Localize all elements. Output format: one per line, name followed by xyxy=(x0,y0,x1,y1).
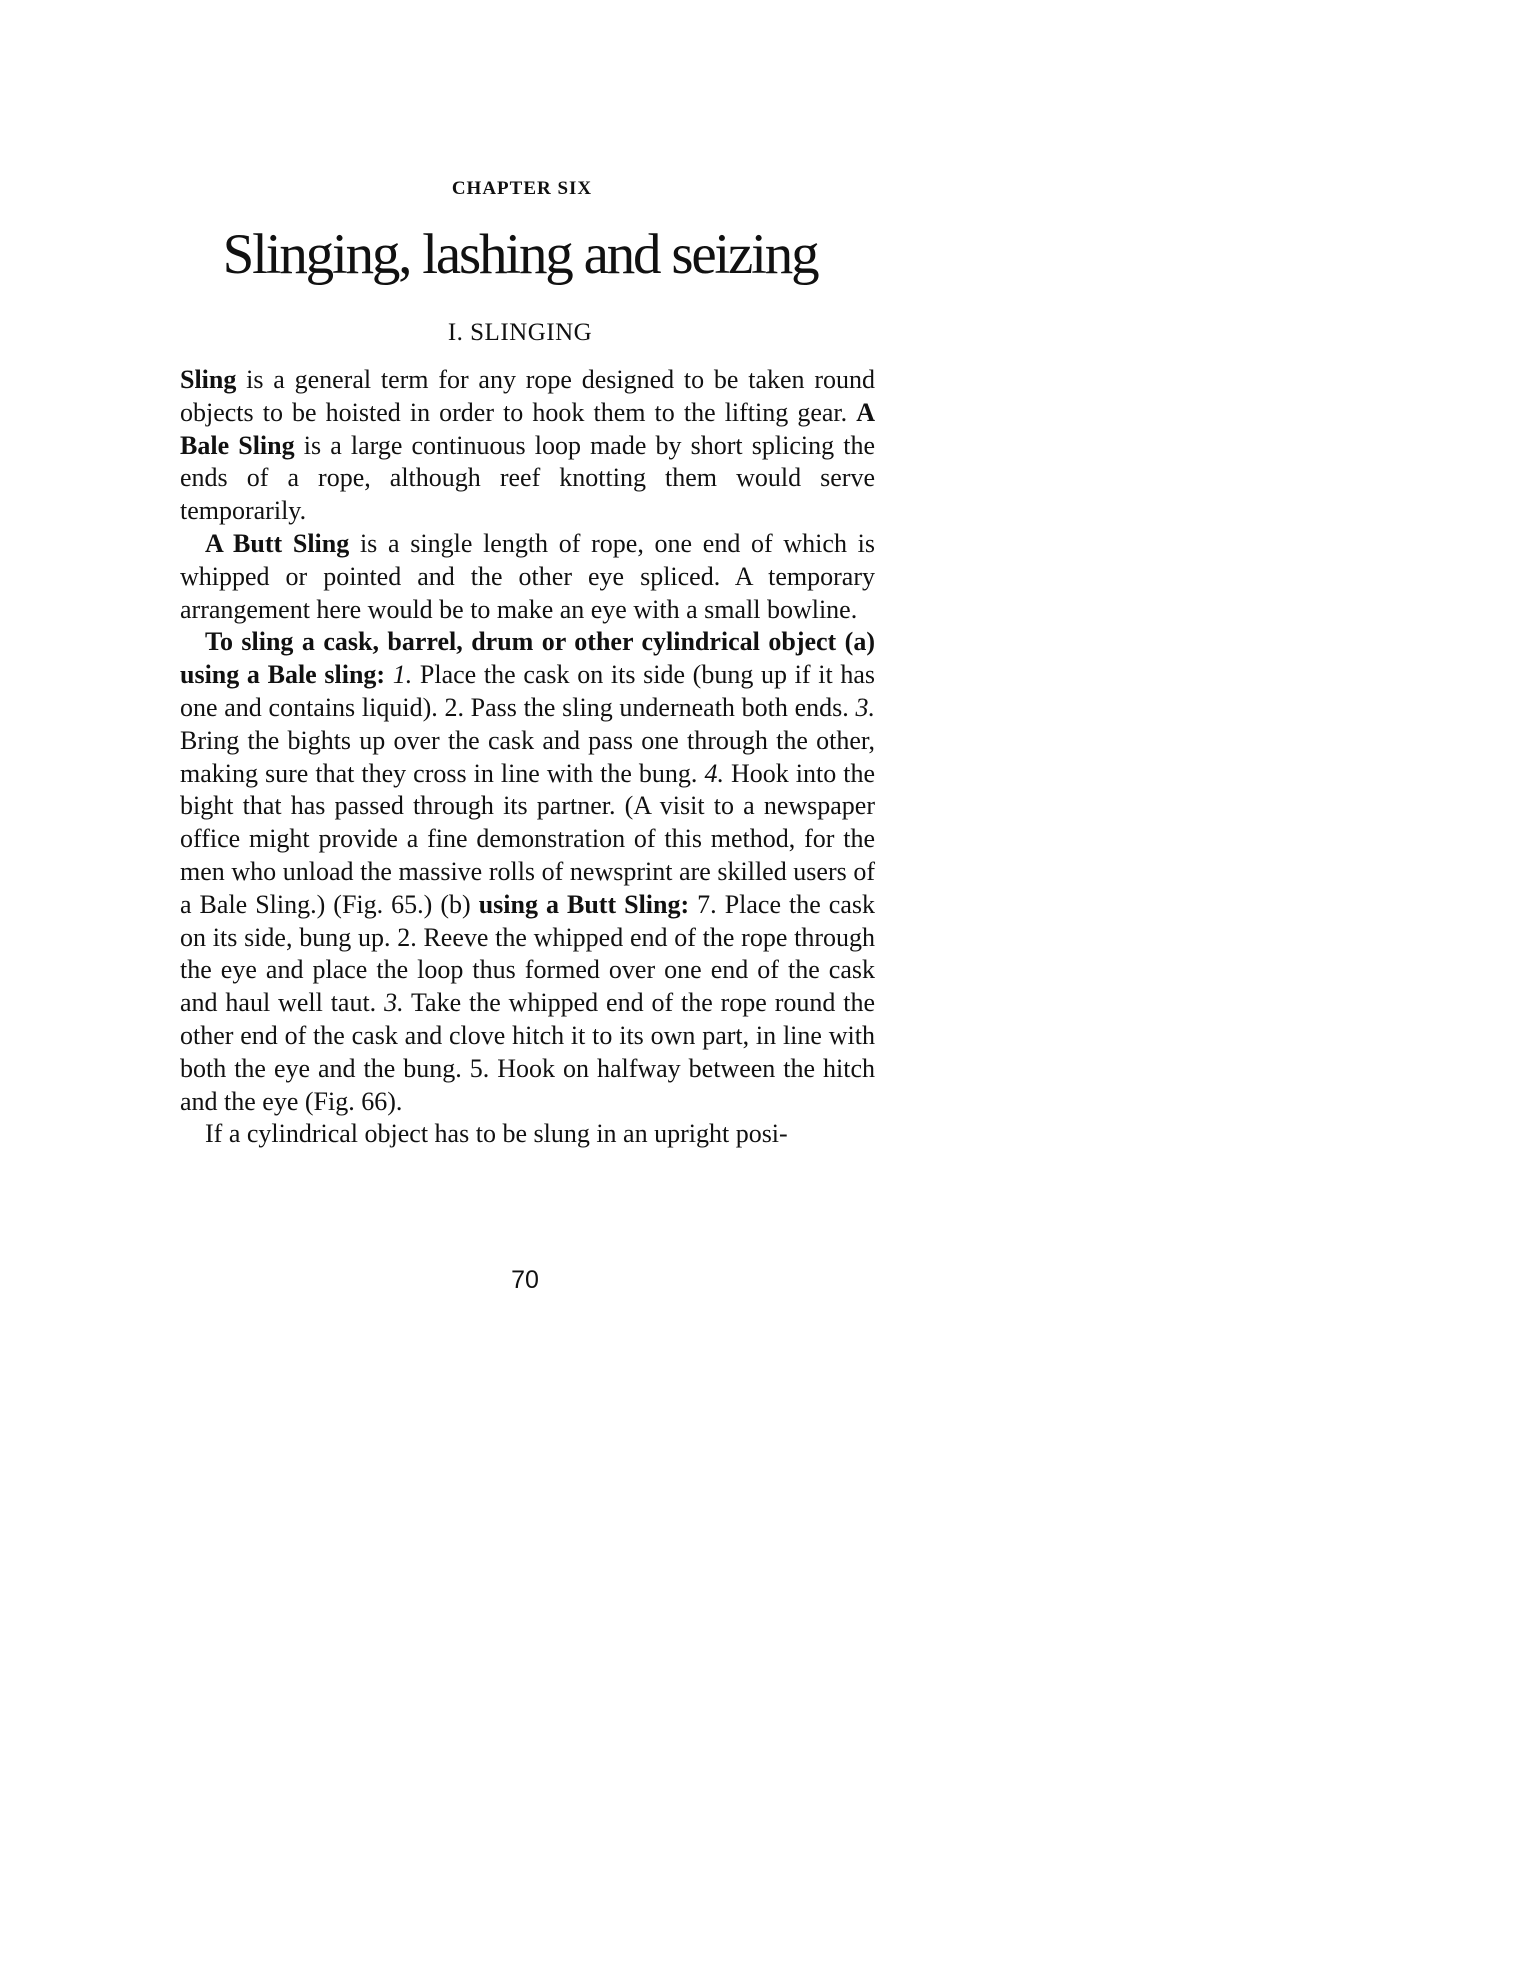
chapter-label: CHAPTER SIX xyxy=(451,178,593,199)
bold-run: Sling xyxy=(180,365,237,394)
text-run: Take the whipped end of the rope round the other end of the cask and clove hitch it to its own part, in line with both the eye and the bung. 5. Hook on halfway between the hitch and the eye (Fig. 66). xyxy=(180,988,875,1116)
paragraph-upright xyxy=(180,1118,875,1151)
paragraph-butt-sling xyxy=(180,528,875,626)
italic-run: 3. xyxy=(855,692,875,722)
chapter-title: Slinging, lashing and seizing xyxy=(222,223,818,286)
page-number: 70 xyxy=(511,1266,539,1294)
text-run: is a general term for any rope designed to be taken round objects to be hoisted in order to hook them to the lifting gear. xyxy=(180,365,875,427)
body-text xyxy=(180,364,875,1151)
text-run: Hook into the bight that has passed through its partner. (A visit to a newspaper office might provide a fine demonstration of this method, for the men who unload the massive rolls of newsprint are skilled users of a Bale Sling.) (Fig. 65.) (b) xyxy=(180,758,875,919)
paragraph-sling-definition xyxy=(180,364,875,528)
text-run: If a cylindrical object has to be slung in an upright posi- xyxy=(205,1119,788,1149)
text-run: 7. Place the cask on its side, bung up. 2. Reeve the whipped end of the rope through the eye and place the loop thus formed over one end of the cask and haul well taut. xyxy=(180,889,875,1018)
bold-run: A Bale Sling xyxy=(180,397,875,460)
bold-run: A Butt Sling xyxy=(205,528,350,558)
paragraph-sling-cask xyxy=(180,626,875,1118)
section-heading: I. SLINGING xyxy=(447,319,593,346)
text-run: Place the cask on its side (bung up if it has one and contains liquid). 2. Pass the sling underneath both ends. xyxy=(180,660,875,722)
text-run: is a single length of rope, one end of which is whipped or pointed and the other eye spliced. A temporary arrangement here would be to make an eye with a small bowline. xyxy=(180,528,876,624)
italic-run: 4. xyxy=(704,758,724,788)
bold-run: using a Butt Sling: xyxy=(478,889,690,919)
text-run: Bring the bights up over the cask and pass one through the other, making sure that they cross in line with the bung. xyxy=(180,725,875,788)
text-run xyxy=(385,660,393,689)
bold-run: To sling a cask, barrel, drum or other cylindrical object (a) using a Bale sling: xyxy=(180,627,875,690)
text-run: is a large continuous loop made by short splicing the ends of a rope, although reef knotting them would serve temporarily. xyxy=(180,430,875,526)
italic-run: 3. xyxy=(384,988,404,1018)
italic-run: 1. xyxy=(392,660,413,690)
